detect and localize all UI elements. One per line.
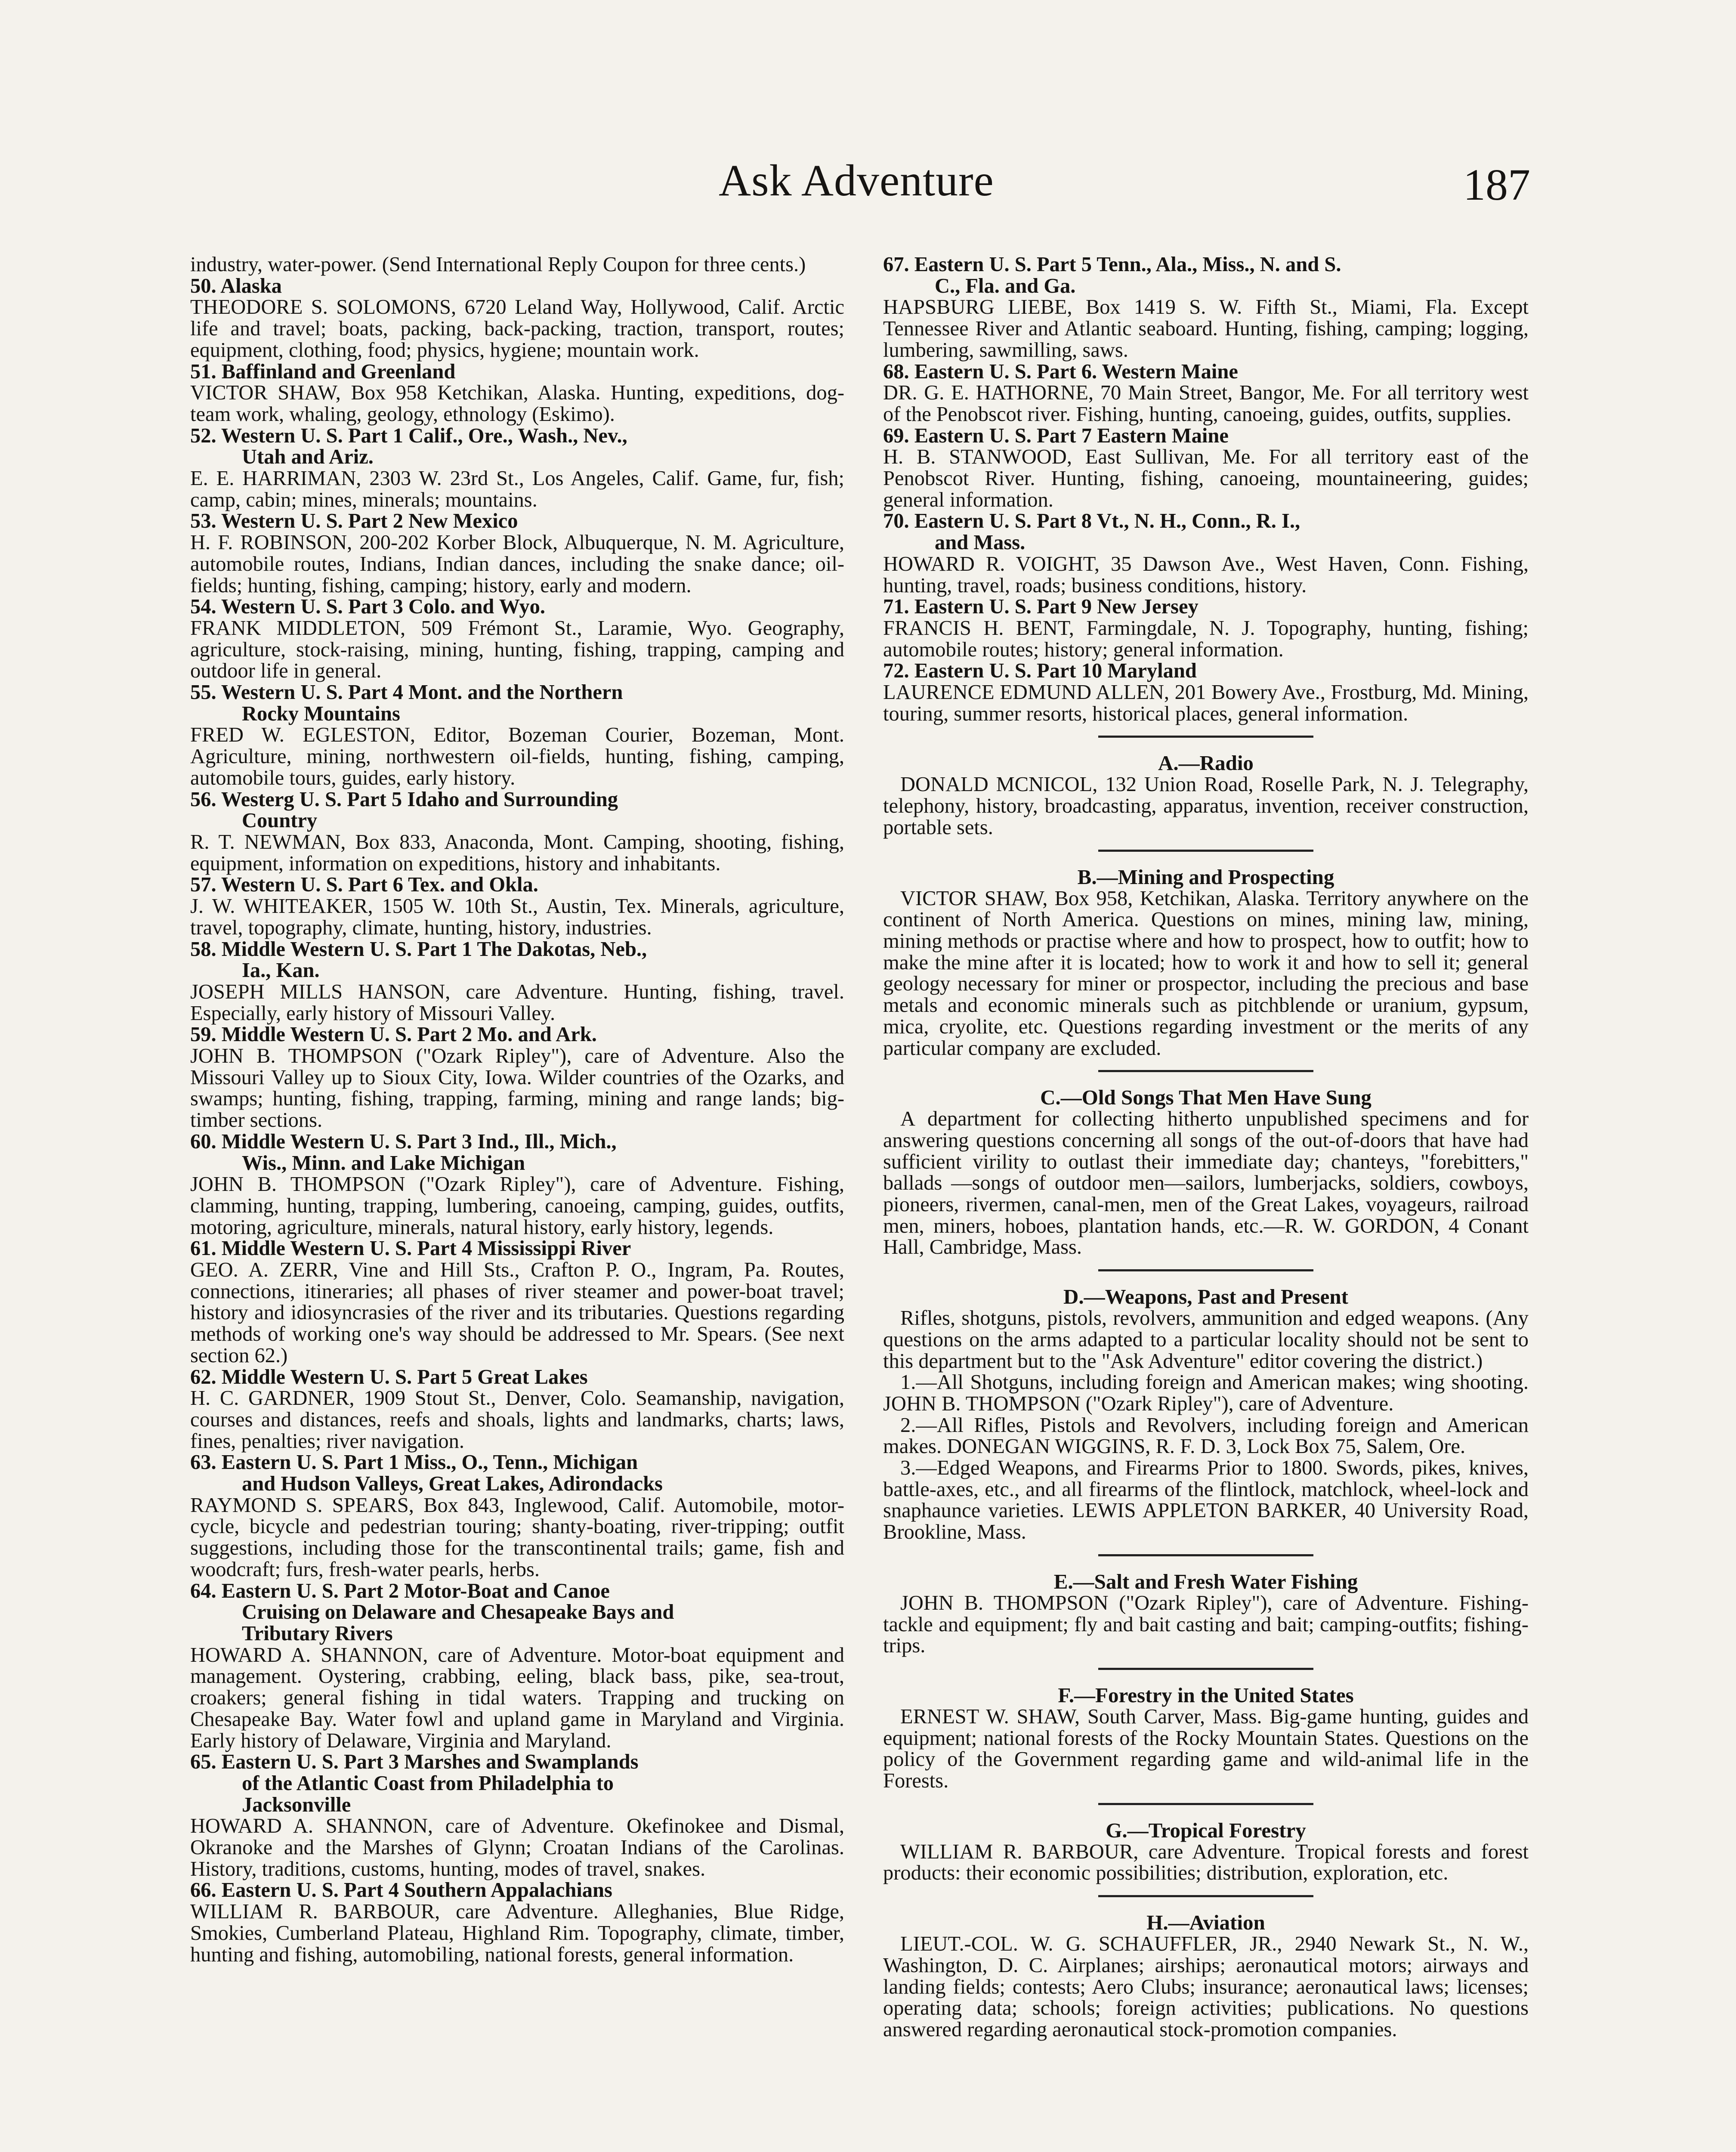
section-body: WILLIAM R. BARBOUR, care Adventure. Tropical forests and forest products: their economic possibilities; distribution, exploration, etc. — [883, 1840, 1529, 1885]
region-entry — [190, 1580, 844, 1752]
entry-heading — [190, 874, 844, 896]
entry-heading-line: 72. Eastern U. S. Part 10 Maryland — [883, 659, 1197, 683]
section-divider — [1098, 1668, 1313, 1670]
entry-heading-line: 60. Middle Western U. S. Part 3 Ind., Ill., Mich., — [190, 1130, 617, 1153]
region-entry — [883, 425, 1529, 511]
entry-heading-line: Cruising on Delaware and Chesapeake Bays and — [242, 1601, 674, 1624]
entry-heading — [190, 361, 844, 383]
entry-heading-line: 70. Eastern U. S. Part 8 Vt., N. H., Conn., R. I., — [883, 510, 1300, 533]
region-entry — [190, 1024, 844, 1131]
entry-heading — [190, 425, 844, 468]
entry-heading — [883, 361, 1529, 383]
entry-body: HOWARD R. VOIGHT, 35 Dawson Ave., West Haven, Conn. Fishing, hunting, travel, roads; business conditions, history. — [883, 552, 1529, 597]
section-body: ERNEST W. SHAW, South Carver, Mass. Big-game hunting, guides and equipment; national forests of the Rocky Mountain States. Questions on the policy of the Government regarding game and wild-animal life in the Forests. — [883, 1705, 1529, 1793]
department-section — [883, 1895, 1529, 2041]
entry-heading — [190, 1880, 844, 1901]
section-body: DONALD MCNICOL, 132 Union Road, Roselle Park, N. J. Telegraphy, telephony, history, broadcasting, apparatus, invention, receiver construction, portable sets. — [883, 773, 1529, 839]
entry-body: JOHN B. THOMPSON ("Ozark Ripley"), care of Adventure. Also the Missouri Valley up to Sioux City, Iowa. Wilder countries of the Ozarks, and swamps; hunting, fishing, trapping, farming, mining and range lands; big-timber sections. — [190, 1045, 844, 1132]
entry-body: VICTOR SHAW, Box 958 Ketchikan, Alaska. Hunting, expeditions, dog-team work, whaling, geology, ethnology (Eskimo). — [190, 381, 844, 426]
department-section — [883, 1668, 1529, 1792]
region-entry — [190, 939, 844, 1024]
entry-body: JOSEPH MILLS HANSON, care Adventure. Hunting, fishing, travel. Especially, early history of Missouri Valley. — [190, 980, 844, 1025]
entry-body: H. B. STANWOOD, East Sullivan, Me. For all territory east of the Penobscot River. Hunting, fishing, canoeing, mountaineering, guides; general information. — [883, 445, 1529, 511]
entry-heading — [190, 275, 844, 297]
section-divider — [1098, 1554, 1313, 1556]
section-divider — [1098, 1803, 1313, 1805]
section-body: LIEUT.-COL. W. G. SCHAUFFLER, JR., 2940 Newark St., N. W., Washington, D. C. Airplanes; airships; aeronautical motors; airways and landing fields; contests; Aero Clubs; insurance; aeronautical laws; licenses; operating data; schools; foreign activities; publications. No questions answered regarding aeronautical stock-promotion companies. — [883, 1932, 1529, 2041]
entry-body: H. F. ROBINSON, 200-202 Korber Block, Albuquerque, N. M. Agriculture, automobile routes, Indians, Indian dances, including the snake dance; oil-fields; hunting, fishing, camping; history, early and modern. — [190, 531, 844, 597]
region-entry — [190, 275, 844, 361]
department-section — [883, 1070, 1529, 1258]
entry-heading-line: of the Atlantic Coast from Philadelphia to — [242, 1772, 614, 1795]
entry-heading-line: 52. Western U. S. Part 1 Calif., Ore., Wash., Nev., — [190, 424, 627, 447]
entry-heading — [190, 596, 844, 618]
section-divider — [1098, 736, 1313, 738]
left-entries-list — [190, 275, 844, 1966]
region-entry — [190, 1238, 844, 1366]
right-column — [883, 254, 1529, 2041]
section-divider — [1098, 1269, 1313, 1271]
region-entry — [190, 789, 844, 875]
entry-body: J. W. WHITEAKER, 1505 W. 10th St., Austin, Tex. Minerals, agriculture, travel, topography, climate, hunting, history, industries. — [190, 895, 844, 939]
region-entry — [190, 682, 844, 789]
department-section — [883, 1554, 1529, 1657]
entry-heading — [883, 510, 1529, 553]
section-title: C.—Old Songs That Men Have Sung — [1040, 1085, 1372, 1110]
entry-body: E. E. HARRIMAN, 2303 W. 23rd St., Los Angeles, Calif. Game, fur, fish; camp, cabin; mines, minerals; mountains. — [190, 467, 844, 511]
entry-body: RAYMOND S. SPEARS, Box 843, Inglewood, Calif. Automobile, motor-cycle, bicycle and pedestrian touring; shanty-boating, river-tripping; outfit suggestions, including those for the transcontinental trails; game, fish and woodcraft; furs, fresh-water pearls, herbs. — [190, 1493, 844, 1581]
section-body: JOHN B. THOMPSON ("Ozark Ripley"), care of Adventure. Fishing-tackle and equipment; fly and bait casting and bait; camping-outfits; fishing-trips. — [883, 1591, 1529, 1657]
section-title: B.—Mining and Prospecting — [1077, 865, 1334, 889]
entry-body: FRANK MIDDLETON, 509 Frémont St., Laramie, Wyo. Geography, agriculture, stock-raising, mining, hunting, fishing, trapping, camping and outdoor life in general. — [190, 616, 844, 683]
left-column — [190, 254, 844, 1965]
entry-heading-line: 51. Baffinland and Greenland — [190, 360, 456, 383]
department-section — [883, 1269, 1529, 1543]
entry-body: FRANCIS H. BENT, Farmingdale, N. J. Topography, hunting, fishing; automobile routes; history; general information. — [883, 616, 1529, 661]
entry-heading — [190, 1238, 844, 1259]
section-subitem: 2.—All Rifles, Pistols and Revolvers, including foreign and American makes. DONEGAN WIGGINS, R. F. D. 3, Lock Box 75, Salem, Ore. — [883, 1413, 1529, 1458]
entry-body: JOHN B. THOMPSON ("Ozark Ripley"), care of Adventure. Fishing, clamming, hunting, trapping, lumbering, canoeing, camping, guides, outfits, motoring, agriculture, minerals, natural history, early history, legends. — [190, 1173, 844, 1239]
section-title: A.—Radio — [1158, 751, 1254, 775]
entry-body: GEO. A. ZERR, Vine and Hill Sts., Crafton P. O., Ingram, Pa. Routes, connections, itineraries; all phases of river steamer and power-boat travel; history and idiosyncrasies of the river and its tributaries. Questions regarding methods of working one's way should be addressed to Mr. Spears. (See next section 62.) — [190, 1258, 844, 1367]
section-body: Rifles, shotguns, pistols, revolvers, ammunition and edged weapons. (Any questions on the arms adapted to a particular locality should not be sent to this department but to the "Ask Adventure" editor covering the district.) — [883, 1307, 1529, 1373]
section-title: E.—Salt and Fresh Water Fishing — [1053, 1569, 1358, 1593]
region-entry — [190, 1751, 844, 1880]
entry-body: HAPSBURG LIEBE, Box 1419 S. W. Fifth St., Miami, Fla. Except Tennessee River and Atlantic seaboard. Hunting, fishing, camping; logging, lumbering, sawmilling, saws. — [883, 296, 1529, 362]
region-entry — [190, 1131, 844, 1238]
entry-body: HOWARD A. SHANNON, care of Adventure. Okefinokee and Dismal, Okranoke and the Marshes of Glynn; Croatan Indians of the Carolinas. History, traditions, customs, hunting, modes of travel, snakes. — [190, 1815, 844, 1880]
continued-intro: industry, water-power. (Send International Reply Coupon for three cents.) — [190, 253, 806, 276]
entry-heading-line: 65. Eastern U. S. Part 3 Marshes and Swamplands — [190, 1750, 639, 1774]
entry-heading — [190, 1580, 844, 1645]
right-entries-list — [883, 254, 1529, 724]
entry-body: FRED W. EGLESTON, Editor, Bozeman Courier, Bozeman, Mont. Agriculture, mining, northwestern oil-fields, hunting, fishing, camping, automobile tours, guides, early history. — [190, 724, 844, 789]
entry-heading-line: 63. Eastern U. S. Part 1 Miss., O., Tenn., Michigan — [190, 1451, 638, 1474]
entry-heading — [883, 660, 1529, 682]
department-section — [883, 1803, 1529, 1884]
region-entry — [883, 660, 1529, 724]
section-title: F.—Forestry in the United States — [1058, 1683, 1354, 1707]
entry-heading-line: Wis., Minn. and Lake Michigan — [242, 1151, 525, 1175]
entry-heading — [190, 682, 844, 724]
entry-body: R. T. NEWMAN, Box 833, Anaconda, Mont. Camping, shooting, fishing, equipment, information on expeditions, history and inhabitants. — [190, 830, 844, 875]
running-title: Ask Adventure — [719, 156, 994, 205]
entry-heading-line: 68. Eastern U. S. Part 6. Western Maine — [883, 360, 1238, 383]
special-sections-list — [883, 736, 1529, 2040]
region-entry — [883, 510, 1529, 596]
section-divider — [1098, 1895, 1313, 1897]
region-entry — [190, 1367, 844, 1452]
entry-heading-line: 59. Middle Western U. S. Part 2 Mo. and Ark. — [190, 1023, 597, 1046]
entry-heading-line: Rocky Mountains — [242, 702, 400, 725]
entry-heading — [190, 789, 844, 832]
section-divider — [1098, 1070, 1313, 1072]
entry-heading-line: Jacksonville — [242, 1793, 351, 1816]
page-number: 187 — [1463, 160, 1530, 210]
entry-heading — [190, 1367, 844, 1388]
region-entry — [883, 254, 1529, 361]
entry-heading-line: and Hudson Valleys, Great Lakes, Adirondacks — [242, 1472, 663, 1496]
entry-body: HOWARD A. SHANNON, care of Adventure. Motor-boat equipment and management. Oystering, crabbing, eeling, black bass, pike, sea-trout, croakers; general fishing in tidal waters. Trapping and trucking on Chesapeake Bay. Water fowl and upland game in Maryland and Virginia. Early history of Delaware, Virginia and Maryland. — [190, 1643, 844, 1752]
entry-heading — [190, 1024, 844, 1045]
entry-heading-line: 53. Western U. S. Part 2 New Mexico — [190, 510, 518, 533]
entry-body: THEODORE S. SOLOMONS, 6720 Leland Way, Hollywood, Calif. Arctic life and travel; boats, packing, back-packing, traction, transport, routes; equipment, clothing, food; physics, hygiene; mountain work. — [190, 296, 844, 362]
section-subitem: 1.—All Shotguns, including foreign and American makes; wing shooting. JOHN B. THOMPSON ("Ozark Ripley"), care of Adventure. — [883, 1371, 1529, 1415]
region-entry — [190, 1880, 844, 1965]
entry-heading — [190, 1452, 844, 1494]
section-title: D.—Weapons, Past and Present — [1063, 1285, 1348, 1309]
section-subitem: 3.—Edged Weapons, and Firearms Prior to 1800. Swords, pikes, knives, battle-axes, etc., and all firearms of the flintlock, matchlock, wheel-lock and snaphaunce varieties. LEWIS APPLETON BARKER, 40 University Road, Brookline, Mass. — [883, 1456, 1529, 1544]
entry-body: H. C. GARDNER, 1909 Stout St., Denver, Colo. Seamanship, navigation, courses and distances, reefs and shoals, lights and landmarks, charts; laws, fines, penalties; river navigation. — [190, 1387, 844, 1453]
department-section — [883, 736, 1529, 838]
entry-heading — [190, 939, 844, 981]
entry-heading — [883, 425, 1529, 447]
entry-heading — [190, 1751, 844, 1815]
entry-heading-line: 57. Western U. S. Part 6 Tex. and Okla. — [190, 873, 538, 897]
region-entry — [190, 361, 844, 425]
entry-body: WILLIAM R. BARBOUR, care Adventure. Alleghanies, Blue Ridge, Smokies, Cumberland Plateau, Highland Rim. Topography, climate, timber, hunting and fishing, automobiling, national forests, general information. — [190, 1900, 844, 1966]
region-entry — [883, 361, 1529, 425]
region-entry — [190, 1452, 844, 1580]
entry-heading-line: Utah and Ariz. — [242, 445, 374, 469]
entry-heading-line: Country — [242, 809, 318, 832]
entry-heading — [883, 596, 1529, 618]
entry-body: DR. G. E. HATHORNE, 70 Main Street, Bangor, Me. For all territory west of the Penobscot river. Fishing, hunting, canoeing, guides, outfits, supplies. — [883, 381, 1529, 426]
section-body: VICTOR SHAW, Box 958, Ketchikan, Alaska. Territory anywhere on the continent of North America. Questions on mines, mining law, mining, mining methods or practise where and how to prospect, how to outfit; how to make the mine after it is located; how to work it and how to sell it; general geology necessary for miner or prospector, including the precious and base metals and economic minerals such as pitchblende or uranium, gypsum, mica, cryolite, etc. Questions regarding investment or the merits of any particular company are excluded. — [883, 887, 1529, 1060]
entry-heading-line: 66. Eastern U. S. Part 4 Southern Appalachians — [190, 1879, 612, 1902]
entry-heading-line: 55. Western U. S. Part 4 Mont. and the Northern — [190, 681, 623, 704]
section-title: H.—Aviation — [1146, 1911, 1265, 1935]
region-entry — [190, 596, 844, 682]
entry-heading-line: 64. Eastern U. S. Part 2 Motor-Boat and Canoe — [190, 1579, 610, 1602]
entry-heading-line: Tributary Rivers — [242, 1622, 393, 1645]
entry-heading — [190, 510, 844, 532]
entry-heading-line: and Mass. — [935, 531, 1026, 554]
entry-heading — [883, 254, 1529, 297]
entry-heading-line: 71. Eastern U. S. Part 9 New Jersey — [883, 595, 1199, 618]
region-entry — [190, 425, 844, 511]
entry-heading-line: 54. Western U. S. Part 3 Colo. and Wyo. — [190, 595, 545, 618]
entry-heading-line: 56. Westerg U. S. Part 5 Idaho and Surrounding — [190, 788, 618, 811]
entry-heading-line: 61. Middle Western U. S. Part 4 Mississippi River — [190, 1237, 631, 1260]
entry-heading-line: 50. Alaska — [190, 274, 282, 297]
section-body: A department for collecting hitherto unpublished specimens and for answering questions concerning all songs of the out-of-doors that have had sufficient virility to outlast their immediate day; chanteys, "forebitters," ballads —songs of outdoor men—sailors, lumberjacks, soldiers, cowboys, pioneers, rivermen, canal-men, men of the Great Lakes, voyageurs, railroad men, miners, hoboes, plantation hands, etc.—R. W. GORDON, 4 Conant Hall, Cambridge, Mass. — [883, 1107, 1529, 1259]
section-divider — [1098, 850, 1313, 852]
entry-body: LAURENCE EDMUND ALLEN, 201 Bowery Ave., Frostburg, Md. Mining, touring, summer resorts, historical places, general information. — [883, 681, 1529, 725]
entry-heading-line: 69. Eastern U. S. Part 7 Eastern Maine — [883, 424, 1229, 447]
section-title: G.—Tropical Forestry — [1106, 1818, 1306, 1842]
entry-heading-line: 58. Middle Western U. S. Part 1 The Dakotas, Neb., — [190, 937, 647, 961]
entry-heading-line: C., Fla. and Ga. — [935, 274, 1076, 297]
region-entry — [883, 596, 1529, 660]
page-header — [0, 155, 1736, 224]
entry-heading-line: 62. Middle Western U. S. Part 5 Great Lakes — [190, 1365, 588, 1388]
region-entry — [190, 874, 844, 938]
entry-heading — [190, 1131, 844, 1174]
department-section — [883, 850, 1529, 1059]
region-entry — [190, 510, 844, 596]
entry-heading-line: Ia., Kan. — [242, 959, 320, 982]
entry-heading-line: 67. Eastern U. S. Part 5 Tenn., Ala., Miss., N. and S. — [883, 253, 1341, 276]
